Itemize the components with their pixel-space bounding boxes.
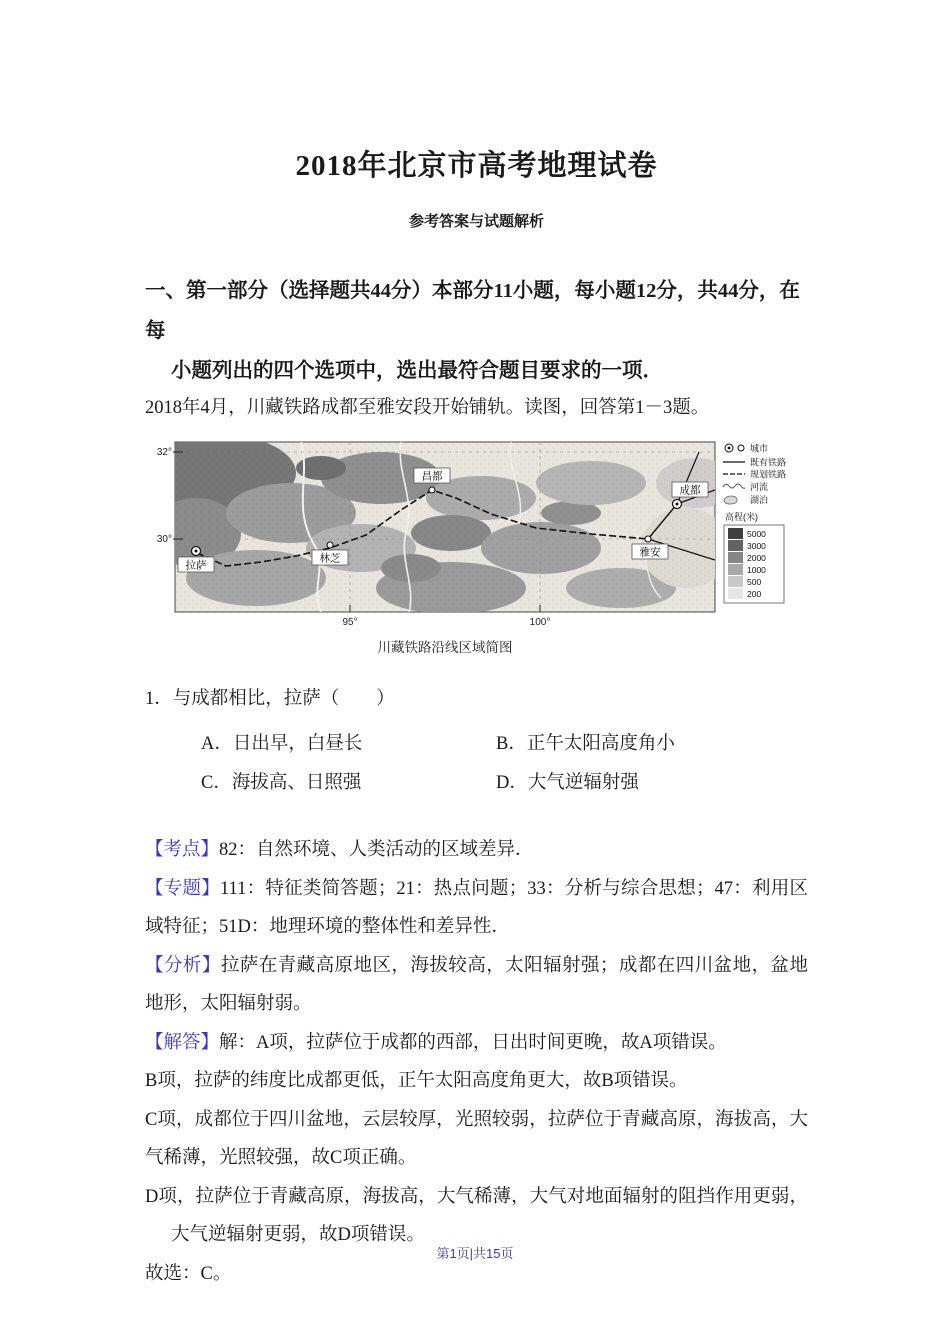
city-marker-changdu (429, 487, 435, 493)
city-label-yaan: 雅安 (639, 546, 661, 559)
elevation-value: 3000 (747, 541, 766, 551)
annotation-tag-jieda: 【解答】 (145, 1032, 220, 1053)
elevation-swatch-500 (728, 576, 743, 587)
option-d: D．大气逆辐射强 (496, 773, 639, 793)
annotation-fenxi (145, 947, 808, 1024)
page-subtitle: 参考答案与试题解析 (408, 214, 544, 230)
page-number-footer: 第1页|共15页 (436, 1246, 514, 1261)
city-marker-yaan (645, 536, 651, 542)
elevation-value: 500 (747, 577, 762, 587)
city-label-changdu: 昌都 (421, 470, 443, 483)
option-a: A．日出早，白昼长 (201, 734, 363, 754)
answer-conclusion: 故选：C。 (145, 1263, 232, 1284)
legend-river-icon (723, 484, 745, 488)
annotation-tag-zhuanti: 【专题】 (145, 878, 220, 899)
option-b: B．正午太阳高度角小 (496, 734, 675, 754)
legend-city-label: 城市 (750, 443, 769, 454)
annotation-zhuanti (145, 870, 808, 947)
annotation-text-kaodian: 82：自然环境、人类活动的区域差异． (219, 840, 534, 860)
question-1 (145, 686, 808, 797)
map-legend (723, 443, 786, 604)
elevation-value: 1000 (747, 565, 766, 575)
railway-region-map (151, 438, 791, 628)
annotation-jieda (145, 1024, 808, 1063)
answer-paragraph-c: C项，成都位于四川盆地，云层较厚，光照较弱，拉萨位于青藏高原，海拔高，大气稀薄，光照较强，故C项正确。 (145, 1109, 808, 1168)
annotation-text-fenxi: 拉萨在青藏高原地区，海拔较高，太阳辐射强；成都在四川盆地，盆地地形，太阳辐射弱。 (145, 955, 808, 1014)
city-marker-lasa-dot (195, 550, 198, 553)
lat-label-30: 30° (156, 534, 172, 545)
legend-lake-icon (724, 496, 737, 504)
legend-river-label: 河流 (750, 482, 769, 492)
elevation-swatch-2000 (728, 552, 743, 563)
elevation-swatch-5000 (728, 528, 743, 539)
legend-city-icon (738, 445, 744, 451)
answer-analysis (145, 831, 808, 1293)
elevation-value: 2000 (747, 553, 766, 563)
answer-paragraph-b: B项，拉萨的纬度比成都更低，正午太阳高度角更大，故B项错误。 (145, 1071, 688, 1091)
legend-planned-rail-label: 规划铁路 (750, 469, 787, 480)
annotation-tag-fenxi: 【分析】 (145, 955, 221, 976)
legend-lake-label: 湖泊 (750, 495, 769, 505)
elevation-swatch-1000 (728, 564, 743, 575)
answer-paragraph-d: D项，拉萨位于青藏高原，海拔高，大气稀薄，大气对地面辐射的阻挡作用更弱，大气逆辐射更弱，故D项错误。 (145, 1186, 808, 1245)
map-caption: 川藏铁路沿线区域简图 (377, 640, 513, 655)
lon-label-100: 100° (529, 617, 551, 628)
question-group-intro: 2018年4月，川藏铁路成都至雅安段开始铺轨。读图，回答第1－3题。 (145, 398, 710, 418)
city-label-chengdu: 成都 (679, 484, 701, 497)
question-1-stem: 1．与成都相比，拉萨（ ） (145, 689, 395, 709)
city-marker-chengdu-dot (676, 503, 679, 506)
annotation-tag-kaodian: 【考点】 (145, 840, 220, 860)
railway-map-figure (151, 438, 808, 656)
city-label-lasa: 拉萨 (185, 559, 207, 572)
terrain-shading (151, 438, 736, 614)
city-label-linzhi: 林芝 (319, 552, 341, 565)
legend-elevation-title: 高程(米) (725, 512, 758, 522)
section-heading (145, 271, 808, 391)
elevation-swatch-3000 (728, 540, 743, 551)
lon-label-95: 95° (342, 617, 358, 628)
legend-existing-rail-label: 既有铁路 (750, 457, 787, 468)
annotation-text-zhuanti: 111：特征类简答题；21：热点问题；33：分析与综合思想；47：利用区域特征；51D：地理环境的整体性和差异性． (145, 878, 808, 937)
page-title: 2018年北京市高考地理试卷 (295, 150, 658, 182)
city-marker-linzhi (327, 542, 333, 548)
option-c: C．海拔高、日照强 (201, 773, 362, 793)
elevation-value: 200 (747, 589, 762, 599)
annotation-text-jieda: 解：A项，拉萨位于成都的西部，日出时间更晚，故A项错误。 (219, 1032, 727, 1053)
legend-capital-city-icon-dot (728, 447, 731, 450)
section-heading-line1: 一、第一部分（选择题共44分）本部分11小题，每小题12分，共44分，在每 (145, 280, 800, 342)
section-heading-line2: 小题列出的四个选项中，选出最符合题目要求的一项． (171, 360, 663, 382)
lat-label-32: 32° (156, 447, 172, 458)
elevation-swatch-200 (728, 588, 743, 599)
annotation-kaodian (145, 831, 808, 870)
question-1-options (201, 731, 808, 797)
elevation-value: 5000 (747, 529, 766, 539)
